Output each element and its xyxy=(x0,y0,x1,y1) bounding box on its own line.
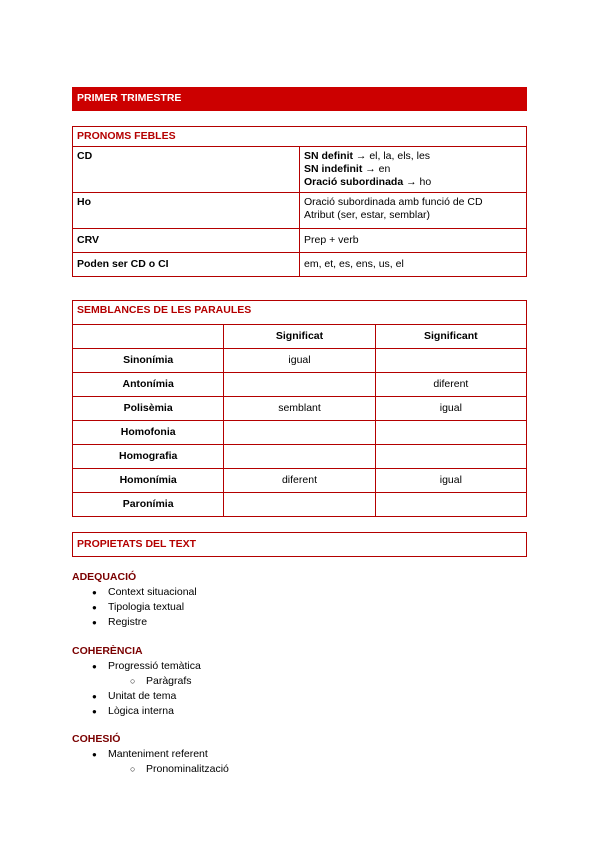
list-item: ● Manteniment referent xyxy=(92,748,208,760)
row-value: SN definit → el, la, els, les SN indefinit → en Oració subordinada → ho xyxy=(300,147,527,193)
table-row: Antonímia diferent xyxy=(73,373,527,397)
cohesio-heading: COHESIÓ xyxy=(72,733,121,745)
coherencia-list xyxy=(92,659,201,719)
row-value: Oració subordinada amb funció de CD Atribut (ser, estar, semblar) xyxy=(300,193,527,229)
bullet-icon: ● xyxy=(92,707,97,716)
sub-bullet-icon: ○ xyxy=(130,676,136,686)
list-item: ● Tipologia textual xyxy=(92,601,185,613)
pronoms-title: PRONOMS FEBLES xyxy=(73,127,527,147)
table-row: Polisèmia semblant igual xyxy=(73,397,527,421)
row-value: Prep + verb xyxy=(300,229,527,253)
table-row: Homofonia xyxy=(73,421,527,445)
propietats-table xyxy=(72,532,527,557)
adequacio-heading: ADEQUACIÓ xyxy=(72,571,137,583)
bullet-icon: ● xyxy=(92,603,97,612)
cohesio-list xyxy=(92,747,229,777)
list-item: ● Unitat de tema xyxy=(92,690,177,702)
table-row xyxy=(73,147,527,193)
table-header-row xyxy=(73,325,527,349)
bullet-icon: ● xyxy=(92,618,97,627)
semblances-title: SEMBLANCES DE LES PARAULES xyxy=(73,301,527,325)
bullet-icon: ● xyxy=(92,662,97,671)
primer-trimestre-banner: PRIMER TRIMESTRE xyxy=(72,87,527,111)
list-item: ● Lògica interna xyxy=(92,705,174,717)
row-key: CRV xyxy=(73,229,300,253)
propietats-title: PROPIETATS DEL TEXT xyxy=(73,533,527,557)
bullet-icon: ● xyxy=(92,750,97,759)
list-item: ● Context situacional xyxy=(92,586,197,598)
table-row xyxy=(73,229,527,253)
table-row: Sinonímia igual xyxy=(73,349,527,373)
row-key: Ho xyxy=(73,193,300,229)
sub-list-item: ○ Paràgrafs xyxy=(130,675,192,687)
list-item: ● Registre xyxy=(92,616,148,628)
sub-list-item: ○ Pronominalització xyxy=(130,763,229,775)
col-significat: Significat xyxy=(224,325,375,349)
table-row xyxy=(73,253,527,277)
row-value: em, et, es, ens, us, el xyxy=(300,253,527,277)
empty-header-cell xyxy=(73,325,224,349)
adequacio-list xyxy=(92,585,197,630)
bullet-icon: ● xyxy=(92,692,97,701)
bullet-icon: ● xyxy=(92,588,97,597)
table-row: Homografia xyxy=(73,445,527,469)
table-row: Homonímia diferent igual xyxy=(73,469,527,493)
semblances-table xyxy=(72,300,527,517)
list-item: ● Progressió temàtica xyxy=(92,660,201,672)
table-row: Paronímia xyxy=(73,493,527,517)
pronoms-febles-table xyxy=(72,126,527,277)
sub-bullet-icon: ○ xyxy=(130,764,136,774)
coherencia-heading: COHERÈNCIA xyxy=(72,645,143,657)
col-significant: Significant xyxy=(375,325,526,349)
row-key: CD xyxy=(73,147,300,193)
row-key: Poden ser CD o CI xyxy=(73,253,300,277)
table-row xyxy=(73,193,527,229)
